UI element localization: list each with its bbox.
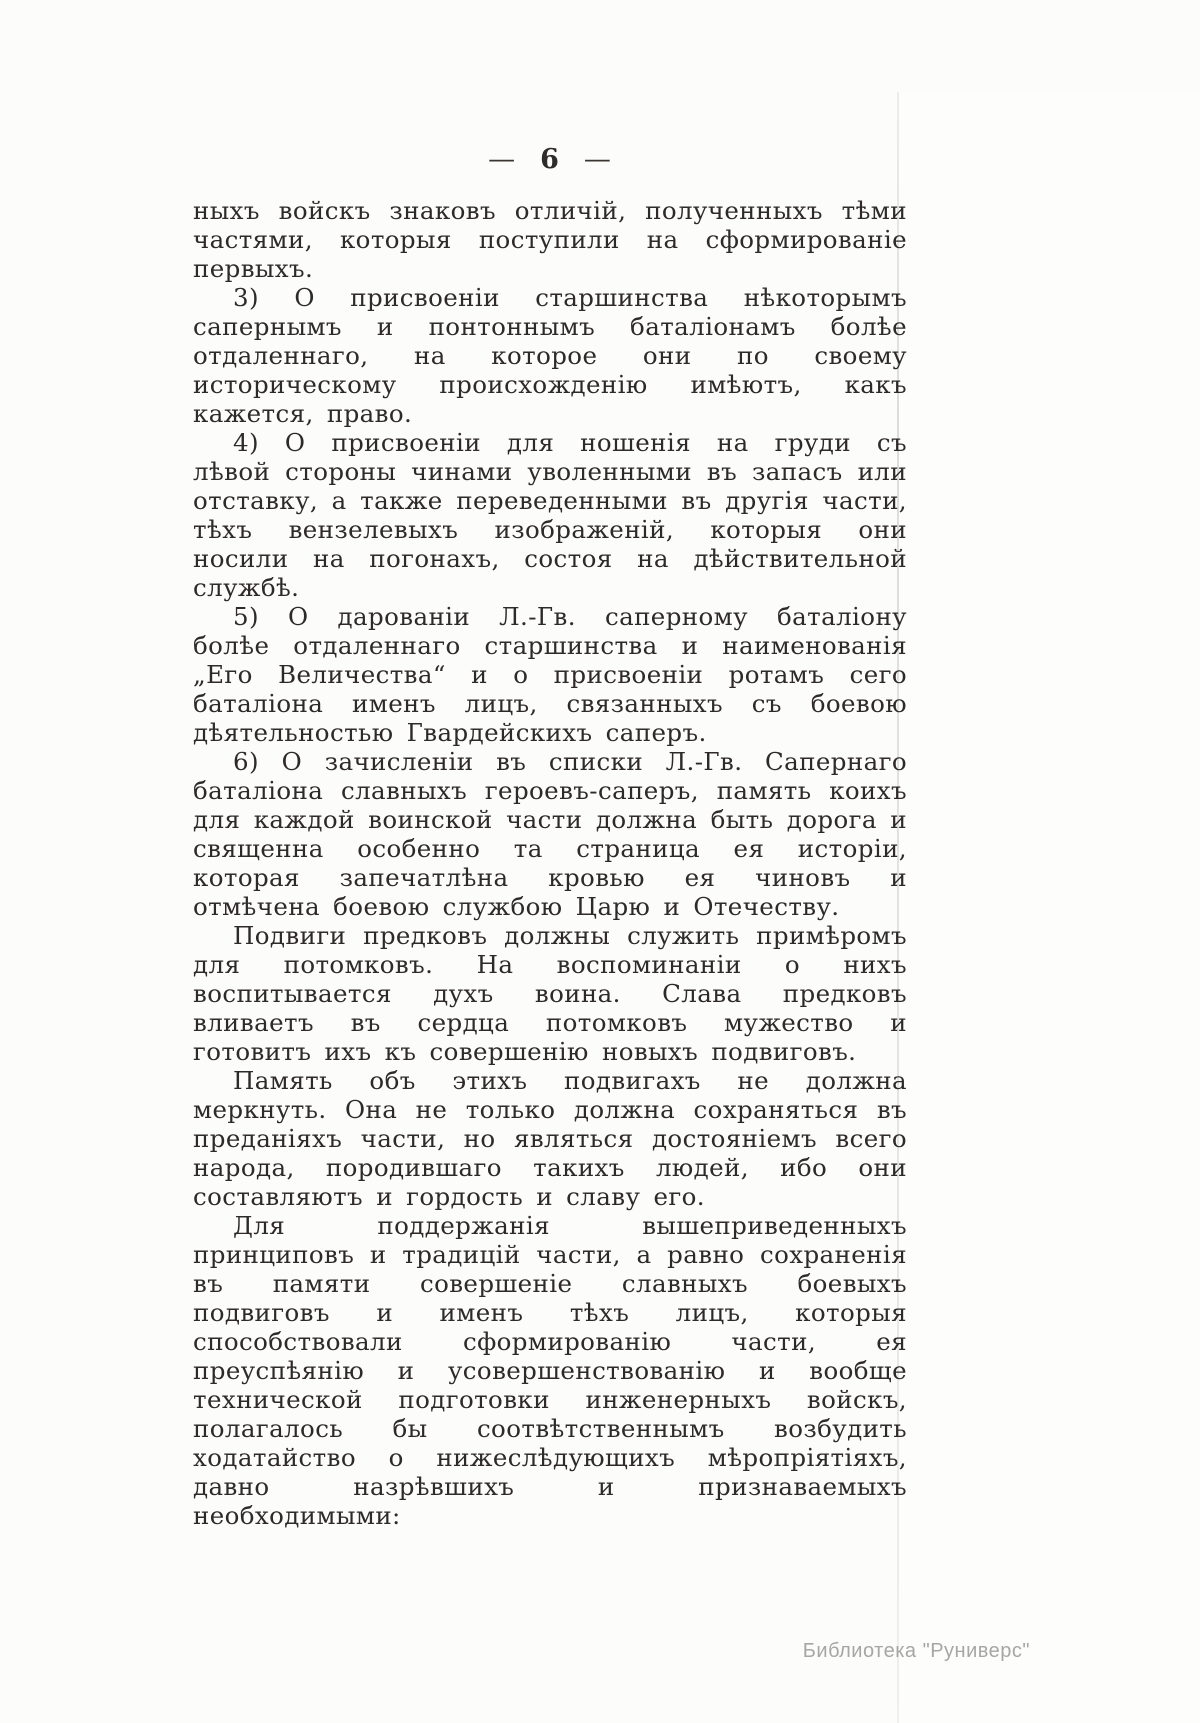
paragraph: 6) О зачисленіи въ списки Л.-Гв. Сапернаго баталіона славныхъ героевъ-саперъ, память коихъ для каждой воинской части должна быть дорога и священна особенно та страница ея исторіи, которая запечатлѣна кровью ея чиновъ и отмѣчена боевою службою Царю и Отечеству. [193,747,907,921]
page-text [193,196,907,1530]
paragraph: Для поддержанія вышеприведенныхъ принциповъ и традицій части, а равно сохраненія въ памяти совершеніе славныхъ боевыхъ подвиговъ и именъ тѣхъ лицъ, которыя способствовали сформированію части, ея преуспѣянію и усовершенствованію и вообще технической подготовки инженерныхъ войскъ, полагалось бы соотвѣтственнымъ возбудить ходатайство о нижеслѣдующихъ мѣропріятіяхъ, давно назрѣвшихъ и признаваемыхъ необходимыми: [193,1211,907,1530]
library-watermark: Библиотека "Руниверс" [802,1640,1030,1662]
header-right-dash: — [583,144,612,175]
page-number: 6 [540,144,560,175]
paragraph: Подвиги предковъ должны служить примѣромъ для потомковъ. На воспоминаніи о нихъ воспитывается духъ воина. Слава предковъ вливаетъ въ сердца потомковъ мужество и готовитъ ихъ къ совершенію новыхъ подвиговъ. [193,921,907,1066]
paragraph: 3) О присвоеніи старшинства нѣкоторымъ сапернымъ и понтоннымъ баталіонамъ болѣе отдаленнаго, на которое они по своему историческому происхожденію имѣютъ, какъ кажется, право. [193,283,907,428]
paragraph: 4) О присвоеніи для ношенія на груди съ лѣвой стороны чинами уволенными въ запасъ или отставку, а также переведенными въ другія части, тѣхъ вензелевыхъ изображеній, которыя они носили на погонахъ, состоя на дѣйствительной службѣ. [193,428,907,602]
page-edge-margin [899,92,1200,1723]
paragraph: ныхъ войскъ знаковъ отличій, полученныхъ тѣми частями, которыя поступили на сформированіе первыхъ. [193,196,907,283]
page-number-header [193,144,907,175]
paragraph: Память объ этихъ подвигахъ не должна меркнуть. Она не только должна сохраняться въ преданіяхъ части, но являться достояніемъ всего народа, породившаго такихъ людей, ибо они составляютъ и гордость и славу его. [193,1066,907,1211]
paragraph: 5) О дарованіи Л.-Гв. саперному баталіону болѣе отдаленнаго старшинства и наименованія „Его Величества“ и о присвоеніи ротамъ сего баталіона именъ лицъ, связанныхъ съ боевою дѣятельностью Гвардейскихъ саперъ. [193,602,907,747]
header-left-dash: — [488,144,517,175]
